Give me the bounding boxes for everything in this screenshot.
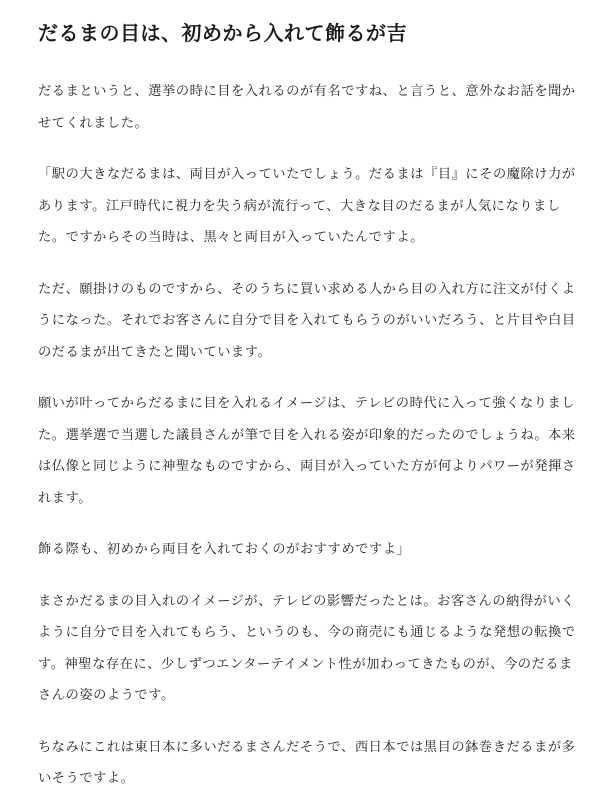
article-paragraph: 飾る際も、初めから両目を入れておくのがおすすめですよ」 <box>38 542 411 557</box>
article-paragraph: 「駅の大きなだるまは、両目が入っていたでしょう。だるまは『目』にその魔除け力があります。江戸時代に視力を失う病が流行って、大きな目のだるまが人気になりました。ですからその当時は、黒々と両目が入っていたんですよ。 <box>38 167 576 245</box>
article-paragraph: ちなみにこれは東日本に多いだるまさんだそうで、西日本では黒目の鉢巻きだるまが多いそうですよ。 <box>38 739 576 786</box>
article-paragraph: 願いが叶ってからだるまに目を入れるイメージは、テレビの時代に入って強くなりました。選挙選で当選した議員さんが筆で目を入れる姿が印象的だったのでしょうね。本来は仏像と同じように神聖なものですから、両目が入っていた方が何よりパワーが発揮されます。 <box>38 396 576 506</box>
article-paragraph: だるまというと、選挙の時に目を入れるのが有名ですね、と言うと、意外なお話を聞かせてくれました。 <box>38 84 576 131</box>
article-paragraph: ただ、願掛けのものですから、そのうちに買い求める人から目の入れ方に注文が付くようになった。それでお客さんに自分で目を入れてもらうのがいいだろう、と片目や白目のだるまが出てきたと聞いています。 <box>38 281 576 360</box>
article-title: だるまの目は、初めから入れて飾るが吉 <box>38 21 407 45</box>
article-paragraph: まさかだるまの目入れのイメージが、テレビの影響だったとは。お客さんの納得がいくように自分で目を入れてもらう、というのも、今の商売にも通じるような発想の転換です。神聖な存在に、少しずつエンターテイメント性が加わってきたものが、今のだるまさんの姿のようです。 <box>38 593 576 703</box>
